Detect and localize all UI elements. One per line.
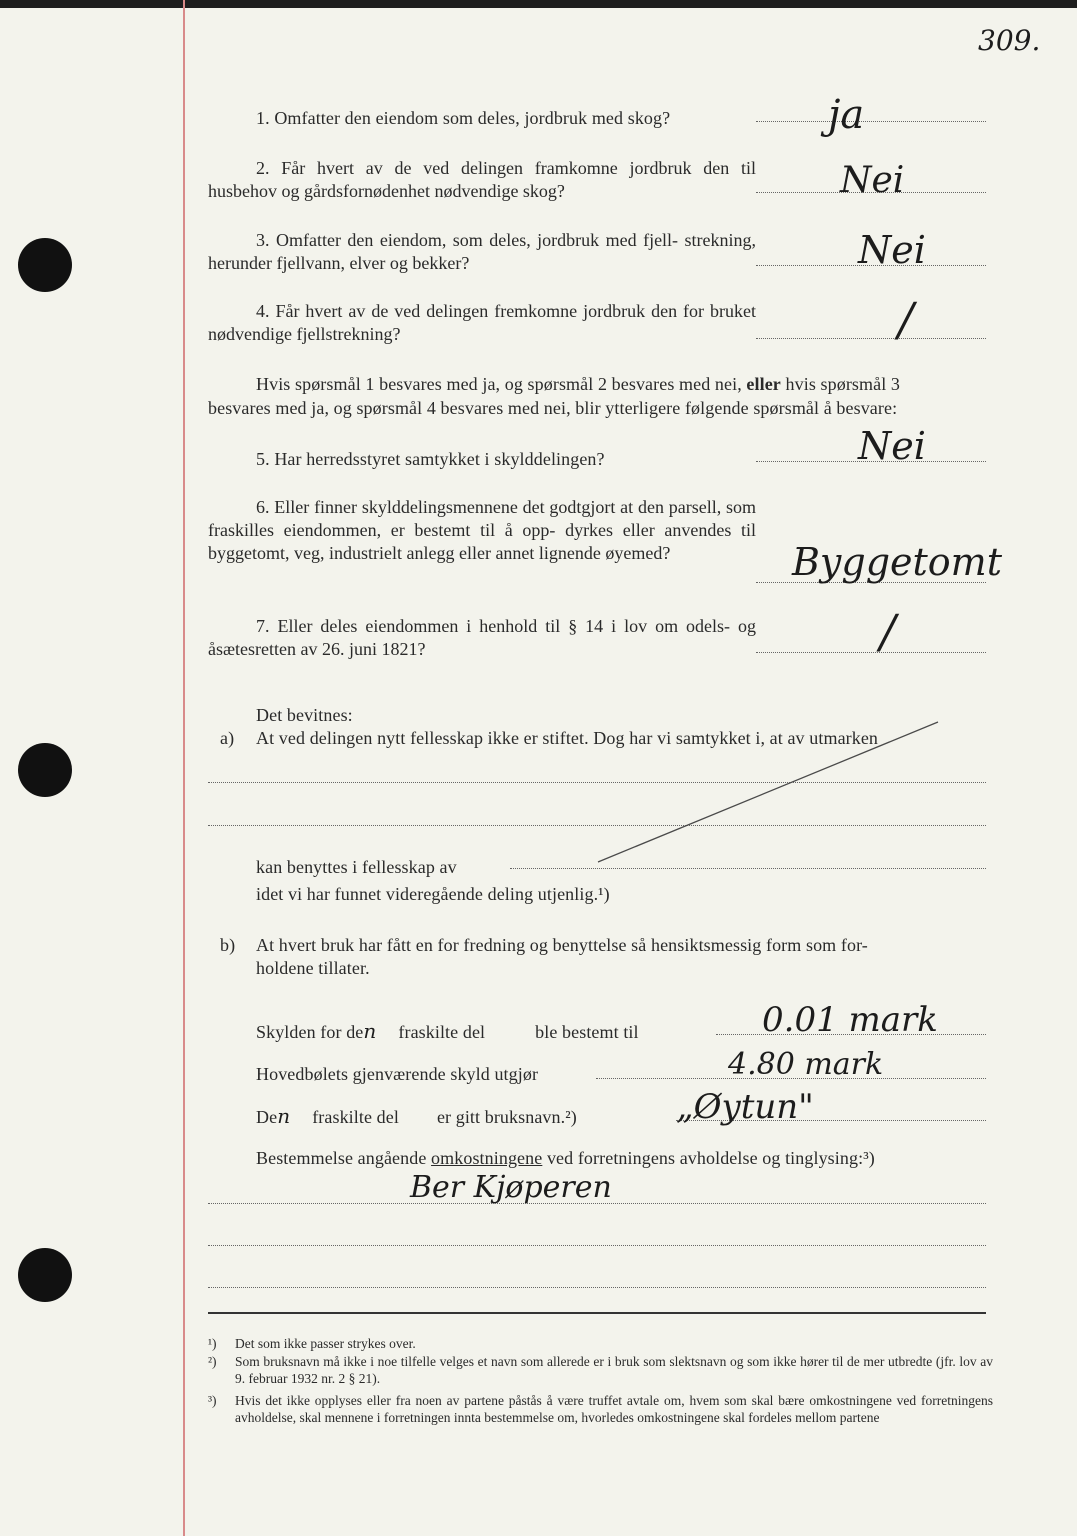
condition-line-2: besvares med ja, og spørsmål 4 besvares med nei, blir ytterligere følgende spørsmål å besvare: xyxy=(208,398,898,418)
answer-1: ja xyxy=(828,92,865,138)
answer-line xyxy=(756,121,986,122)
blank-line xyxy=(208,1287,986,1288)
question-4: 4. Får hvert av de ved delingen fremkomne jordbruk den for bruket nødvendige fjellstrekning? xyxy=(208,301,756,344)
footnote-2: ²) Som bruksnavn må ikke i noe tilfelle velges et navn som allerede er i bruk som slektsnavn og som ikke hører til de mer utbredte (jfr. lov av 9. februar 1932 nr. 2 § 21). xyxy=(208,1354,993,1386)
binder-hole xyxy=(18,238,72,292)
blank-line xyxy=(208,1245,986,1246)
cost-value: Ber Kjøperen xyxy=(410,1170,612,1205)
question-3: 3. Omfatter den eiendom, som deles, jordbruk med fjell- strekning, herunder fjellvann, elver og bekker? xyxy=(208,230,757,273)
testimony-a-text: At ved delingen nytt fellesskap ikke er stiftet. Dog har vi samtykket i, at av utmarken xyxy=(256,728,879,748)
answer-line xyxy=(756,652,986,653)
hovedbol-label: Hovedbølets gjenværende skyld utgjør xyxy=(256,1064,539,1084)
testimony-reason: idet vi har funnet videregående deling utjenlig.¹) xyxy=(256,884,610,904)
answer-6: Byggetomt xyxy=(792,540,1002,584)
answer-line xyxy=(756,338,986,339)
skyld-label: Skylden for den fraskilte del ble bestemt til xyxy=(256,1019,639,1043)
page-number: 309. xyxy=(978,24,1041,57)
question-text: Omfatter den eiendom som deles, jordbruk med skog? xyxy=(274,108,671,128)
testimony-a-label: a) xyxy=(220,728,235,748)
testimony-heading: Det bevitnes: xyxy=(256,705,353,725)
testimony-b-line-2: holdene tillater. xyxy=(256,958,370,978)
red-margin-line xyxy=(183,0,185,1536)
testimony-shared-label: kan benyttes i fellesskap av xyxy=(256,857,457,877)
hovedbol-value: 4.80 mark xyxy=(728,1047,884,1082)
footnote-1: ¹) Det som ikke passer strykes over. xyxy=(208,1336,416,1351)
skyld-value: 0.01 mark xyxy=(762,1000,938,1040)
testimony-b-line-1: At hvert bruk har fått en for fredning og benyttelse så hensiktsmessig form som for- xyxy=(256,935,868,955)
answer-7: / xyxy=(880,604,896,658)
bruksnavn-label: Den fraskilte del er gitt bruksnavn.²) xyxy=(256,1104,577,1128)
question-6: 6. Eller finner skylddelingsmennene det godtgjort at den parsell, som fraskilles eiendommen, er bestemt til å opp- dyrkes eller anvendes til byggetomt, veg, industrielt anlegg eller annet lignende øyemed? xyxy=(208,497,757,563)
question-2: 2. Får hvert av de ved delingen framkomne jordbruk den til husbehov og gårdsfornødenhet nødvendige skog? xyxy=(208,158,757,201)
bruksnavn-value: „Øytun" xyxy=(676,1087,814,1127)
binder-hole xyxy=(18,743,72,797)
condition-line-1: Hvis spørsmål 1 besvares med ja, og spørsmål 2 besvares med nei, eller hvis spørsmål 3 xyxy=(256,374,901,394)
question-7: 7. Eller deles eiendommen i henhold til § 14 i lov om odels- og åsætesretten av 26. juni 1821? xyxy=(208,616,757,659)
testimony-b-label: b) xyxy=(220,935,236,955)
answer-5: Nei xyxy=(858,424,926,468)
question-1 xyxy=(256,106,670,130)
footnote-3: ³) Hvis det ikke opplyses eller fra noen av partene påstås å være truffet avtale om, hvem som skal bære omkostningene ved forretningens avholdelse, skal mennene i forretningen innta bestemmelse om, hvorledes omkostningene skal fordeles mellom partene xyxy=(208,1393,993,1425)
footnote-rule xyxy=(208,1312,986,1314)
answer-3: Nei xyxy=(858,228,926,272)
blank-line xyxy=(510,868,986,869)
scan-top-edge xyxy=(0,0,1077,8)
blank-line xyxy=(208,1203,986,1204)
answer-2: Nei xyxy=(840,160,905,201)
question-number: 1. xyxy=(256,108,270,128)
binder-hole xyxy=(18,1248,72,1302)
cost-label: Bestemmelse angående omkostningene ved forretningens avholdelse og tinglysing:³) xyxy=(256,1148,875,1168)
answer-4: / xyxy=(898,292,914,346)
strike-through-line xyxy=(590,718,950,868)
question-5: 5. Har herredsstyret samtykket i skylddelingen? xyxy=(256,449,605,469)
